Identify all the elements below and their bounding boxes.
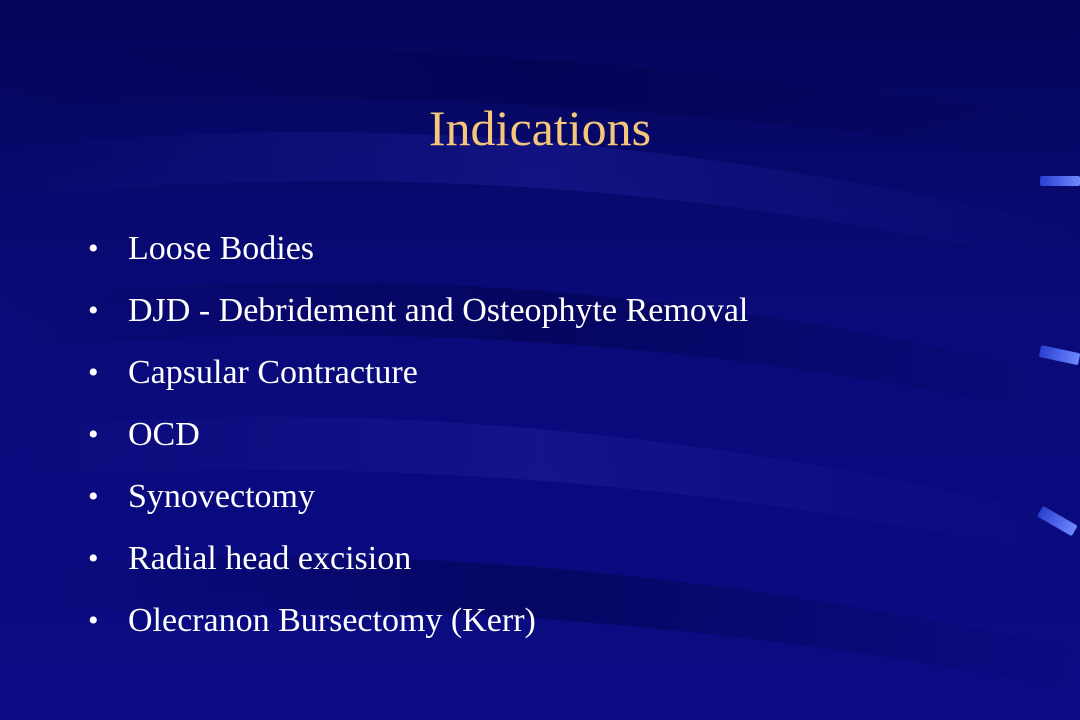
bullet-text: Capsular Contracture — [128, 354, 418, 391]
bullet-item — [88, 528, 748, 590]
bullet-dot: • — [88, 232, 99, 265]
bullet-item — [88, 466, 748, 528]
bullet-text: Radial head excision — [128, 540, 412, 577]
bullet-dot: • — [88, 294, 99, 327]
edge-mark-top — [1040, 176, 1080, 186]
bullet-item — [88, 218, 748, 280]
bullet-text: Synovectomy — [128, 478, 315, 515]
bullet-dot: • — [88, 604, 99, 637]
bullet-text: Olecranon Bursectomy (Kerr) — [128, 602, 536, 639]
bullet-dot: • — [88, 480, 99, 513]
bullet-dot: • — [88, 542, 99, 575]
slide-title: Indications — [428, 100, 652, 156]
bullet-dot: • — [88, 418, 99, 451]
bullet-item — [88, 280, 748, 342]
bullet-item — [88, 342, 748, 404]
bullet-list — [88, 218, 748, 652]
bullet-text: DJD - Debridement and Osteophyte Removal — [128, 292, 749, 329]
bullet-text: OCD — [128, 416, 200, 453]
bullet-text: Loose Bodies — [128, 230, 315, 267]
bullet-dot: • — [88, 356, 99, 389]
bullet-item — [88, 590, 748, 652]
bullet-item — [88, 404, 748, 466]
